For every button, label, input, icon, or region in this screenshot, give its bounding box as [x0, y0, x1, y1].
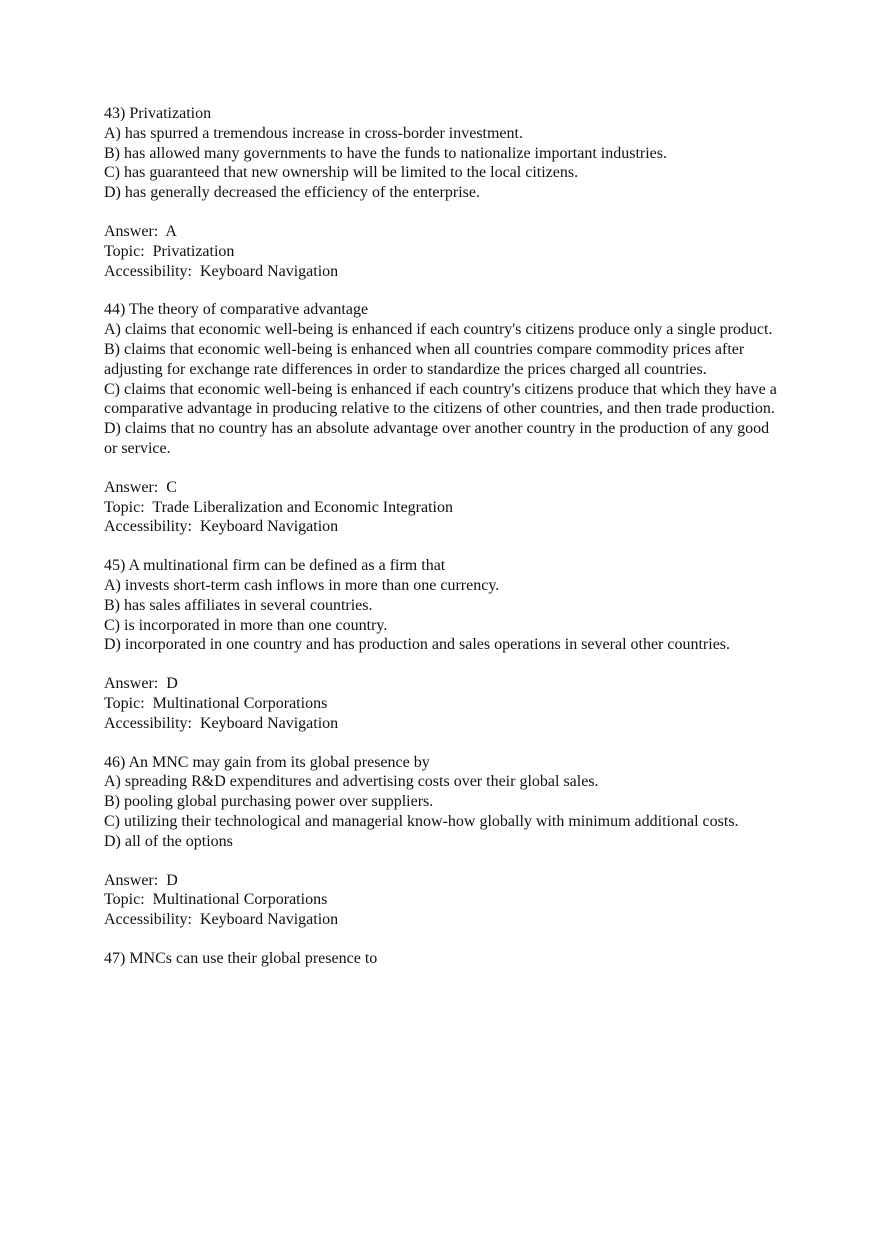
topic-line: Topic: Privatization	[104, 242, 235, 260]
option-d: D) claims that no country has an absolute advantage over another country in the production of any good or service.	[104, 420, 774, 457]
question-stem: 44) The theory of comparative advantage	[104, 301, 369, 319]
answer-block	[104, 222, 784, 281]
answer-line: Answer: A	[104, 222, 177, 240]
answer-line: Answer: C	[104, 478, 177, 496]
option-c: C) claims that economic well-being is enhanced if each country's citizens produce that which they have a comparative advantage in producing relative to the citizens of other countries, and then trade production.	[104, 380, 781, 418]
accessibility-line: Accessibility: Keyboard Navigation	[104, 714, 339, 732]
question-stem: 45) A multinational firm can be defined as a firm that	[104, 557, 446, 575]
question-stem: 47) MNCs can use their global presence to	[104, 949, 378, 967]
question-45	[104, 556, 784, 752]
option-c: C) is incorporated in more than one country.	[104, 616, 388, 634]
question-43	[104, 104, 784, 300]
accessibility-line: Accessibility: Keyboard Navigation	[104, 911, 339, 929]
topic-line: Topic: Multinational Corporations	[104, 694, 328, 712]
accessibility-line: Accessibility: Keyboard Navigation	[104, 518, 339, 536]
answer-line: Answer: D	[104, 871, 178, 889]
question-46	[104, 753, 784, 949]
topic-line: Topic: Multinational Corporations	[104, 891, 328, 909]
answer-block	[104, 478, 784, 537]
option-a: A) claims that economic well-being is enhanced if each country's citizens produce only a single product.	[104, 321, 773, 339]
option-a: A) spreading R&D expenditures and advertising costs over their global sales.	[104, 773, 599, 791]
document-page	[104, 104, 784, 969]
option-c: C) has guaranteed that new ownership will be limited to the local citizens.	[104, 164, 579, 182]
option-c: C) utilizing their technological and managerial know-how globally with minimum additional costs.	[104, 812, 739, 830]
answer-block	[104, 871, 784, 930]
option-b: B) claims that economic well-being is enhanced when all countries compare commodity prices after adjusting for exchange rate differences in order to standardize the prices charged all countries.	[104, 340, 749, 378]
question-stem: 46) An MNC may gain from its global presence by	[104, 753, 430, 771]
option-d: D) has generally decreased the efficiency of the enterprise.	[104, 184, 480, 202]
option-b: B) has sales affiliates in several countries.	[104, 596, 373, 614]
accessibility-line: Accessibility: Keyboard Navigation	[104, 262, 339, 280]
topic-line: Topic: Trade Liberalization and Economic Integration	[104, 498, 453, 516]
option-d: D) incorporated in one country and has production and sales operations in several other countries.	[104, 636, 731, 654]
option-b: B) has allowed many governments to have the funds to nationalize important industries.	[104, 144, 667, 162]
question-47	[104, 949, 784, 969]
answer-block	[104, 674, 784, 733]
question-stem: 43) Privatization	[104, 105, 212, 122]
option-a: A) invests short-term cash inflows in more than one currency.	[104, 576, 500, 594]
option-b: B) pooling global purchasing power over suppliers.	[104, 793, 434, 811]
option-d: D) all of the options	[104, 832, 233, 850]
question-44	[104, 300, 784, 556]
answer-line: Answer: D	[104, 675, 178, 693]
option-a: A) has spurred a tremendous increase in cross-border investment.	[104, 124, 523, 142]
